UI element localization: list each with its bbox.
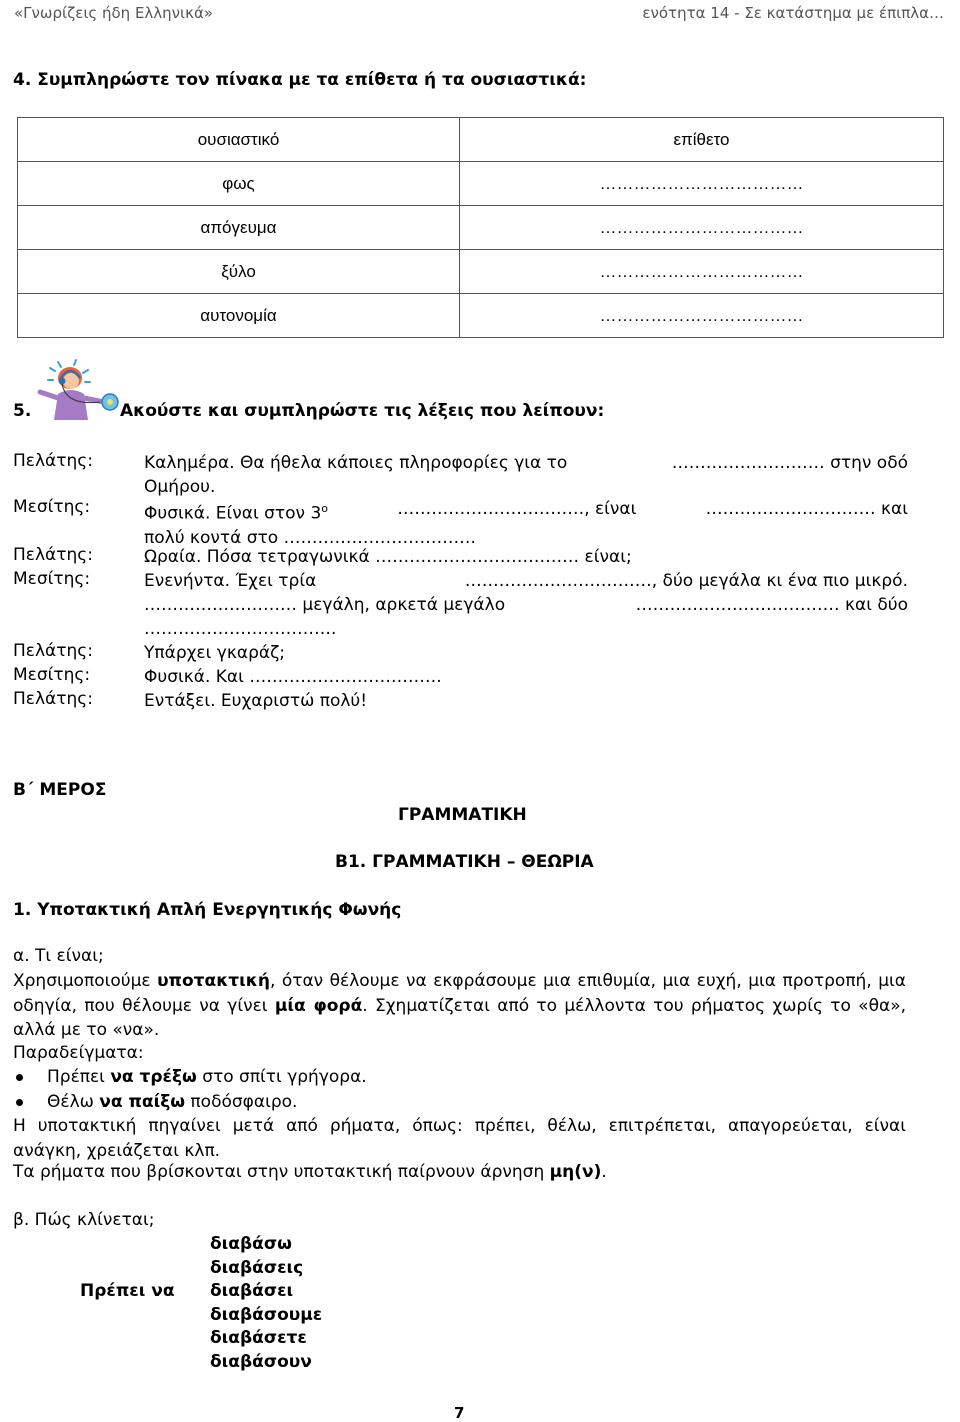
answer-blank[interactable]: ……………………………, δύο μεγάλα κι ένα πιο μικρό. xyxy=(464,571,908,591)
verb-form: διαβάσω xyxy=(210,1234,292,1254)
adjective-blank[interactable]: ……………………………… xyxy=(460,162,944,206)
conjugation-forms xyxy=(210,1233,322,1374)
answer-blank[interactable]: ……………………… στην οδό xyxy=(671,453,908,473)
dialogue-text: Υπάρχει γκαράζ; xyxy=(144,643,286,663)
table-header-row xyxy=(18,118,944,162)
dialogue-text: Ομήρου. xyxy=(144,477,216,497)
dialogue-text: Εντάξει. Ευχαριστώ πολύ! xyxy=(144,691,368,711)
verb-form: διαβάσουμε xyxy=(210,1304,323,1325)
verb-form: διαβάσετε xyxy=(210,1328,307,1348)
speaker-label: Πελάτης: xyxy=(13,689,93,709)
grammar-subheading: Β1. ΓΡΑΜΜΑΤΙΚΗ – ΘΕΩΡΙΑ xyxy=(335,852,594,872)
examples-label: Παραδείγματα: xyxy=(13,1043,144,1063)
speaker-label: Μεσίτης: xyxy=(13,497,91,517)
adjective-blank[interactable]: ……………………………… xyxy=(460,206,944,250)
question-b: β. Πώς κλίνεται; xyxy=(13,1210,155,1230)
noun-cell: απόγευμα xyxy=(18,206,460,250)
question-a: α. Τι είναι; xyxy=(13,946,104,966)
exercise5-title: Ακούστε και συμπληρώστε τις λέξεις που λείπουν: xyxy=(120,401,605,421)
page-number: 7 xyxy=(454,1404,465,1422)
table-row xyxy=(18,250,944,294)
table-row xyxy=(18,294,944,338)
section-title: 1. Υποτακτική Απλή Ενεργητικής Φωνής xyxy=(13,900,402,920)
noun-cell: ξύλο xyxy=(18,250,460,294)
dialogue-text: Καλημέρα. Θα ήθελα κάποιες πληροφορίες για το xyxy=(144,453,568,473)
conjugation-prefix: Πρέπει να xyxy=(80,1281,175,1301)
speaker-label: Πελάτης: xyxy=(13,451,93,471)
speaker-label: Μεσίτης: xyxy=(13,569,91,589)
header-left: «Γνωρίζεις ήδη Ελληνικά» xyxy=(14,4,214,22)
table-row xyxy=(18,206,944,250)
answer-blank[interactable]: ……………………………, είναι xyxy=(397,499,637,519)
dialogue-text: Φυσικά. Είναι στον 3 xyxy=(144,503,322,524)
exercise4-title: 4. Συμπληρώστε τον πίνακα με τα επίθετα ή τα ουσιαστικά: xyxy=(13,70,587,90)
exercise5-number: 5. xyxy=(13,401,32,421)
negation-paragraph: Τα ρήματα που βρίσκονται στην υποτακτική παίρνουν άρνηση μη(ν). xyxy=(13,1162,607,1182)
dialogue-text: Φυσικά. Και ……………………………. xyxy=(144,667,442,687)
verb-form: διαβάσεις xyxy=(210,1257,304,1278)
column-header-adjective: επίθετο xyxy=(460,118,944,162)
answer-blank[interactable]: ……………………………… και δύο xyxy=(635,595,908,615)
dialogue-text: Ενενήντα. Έχει τρία xyxy=(144,571,317,591)
noun-cell: φως xyxy=(18,162,460,206)
bullet-icon xyxy=(16,1099,23,1106)
speaker-label: Πελάτης: xyxy=(13,641,93,661)
dialogue-text: πολύ κοντά στο ……………………………. xyxy=(144,527,476,548)
header-right: ενότητα 14 - Σε κατάστημα με έπιπλα… xyxy=(642,4,944,22)
table-row xyxy=(18,162,944,206)
noun-adjective-table xyxy=(17,117,944,338)
speaker-label: Μεσίτης: xyxy=(13,665,91,685)
noun-cell: αυτονομία xyxy=(18,294,460,338)
adjective-blank[interactable]: ……………………………… xyxy=(460,294,944,338)
answer-blank[interactable]: ………………………… και xyxy=(705,499,908,519)
usage-paragraph: Η υποτακτική πηγαίνει μετά από ρήματα, όπως: πρέπει, θέλω, επιτρέπεται, απαγορεύεται, είναι ανάγκη, χρειάζεται κλπ. xyxy=(13,1116,906,1161)
example-item: Πρέπει να τρέξω στο σπίτι γρήγορα. xyxy=(16,1067,367,1087)
answer-blank[interactable]: ……………………… μεγάλη, αρκετά μεγάλο xyxy=(144,595,506,615)
answer-blank[interactable]: ……………………………. xyxy=(144,619,337,639)
speaker-label: Πελάτης: xyxy=(13,545,93,565)
example-item: Θέλω να παίξω ποδόσφαιρο. xyxy=(16,1092,297,1112)
bullet-icon xyxy=(16,1074,23,1081)
listening-person-icon xyxy=(30,356,122,424)
verb-form: διαβάσουν xyxy=(210,1351,312,1372)
definition-paragraph: Χρησιμοποιούμε υποτακτική, όταν θέλουμε να εκφράσουμε μια επιθυμία, μια ευχή, μια προτροπή, μια οδηγία, που θέλουμε να γίνει μία φορά. Σχηματίζεται από το μέλλοντα του ρήματος χωρίς το «θα», αλλά με το «να». xyxy=(13,971,906,1040)
column-header-noun: ουσιαστικό xyxy=(18,118,460,162)
verb-form: διαβάσει xyxy=(210,1281,294,1301)
grammar-heading: ΓΡΑΜΜΑΤΙΚΗ xyxy=(398,805,527,825)
ordinal-superscript: ο xyxy=(321,502,328,515)
dialogue-text: Ωραία. Πόσα τετραγωνικά ……………………………… είναι; xyxy=(144,547,632,567)
part-b-label: Β΄ ΜΕΡΟΣ xyxy=(13,780,107,800)
adjective-blank[interactable]: ……………………………… xyxy=(460,250,944,294)
